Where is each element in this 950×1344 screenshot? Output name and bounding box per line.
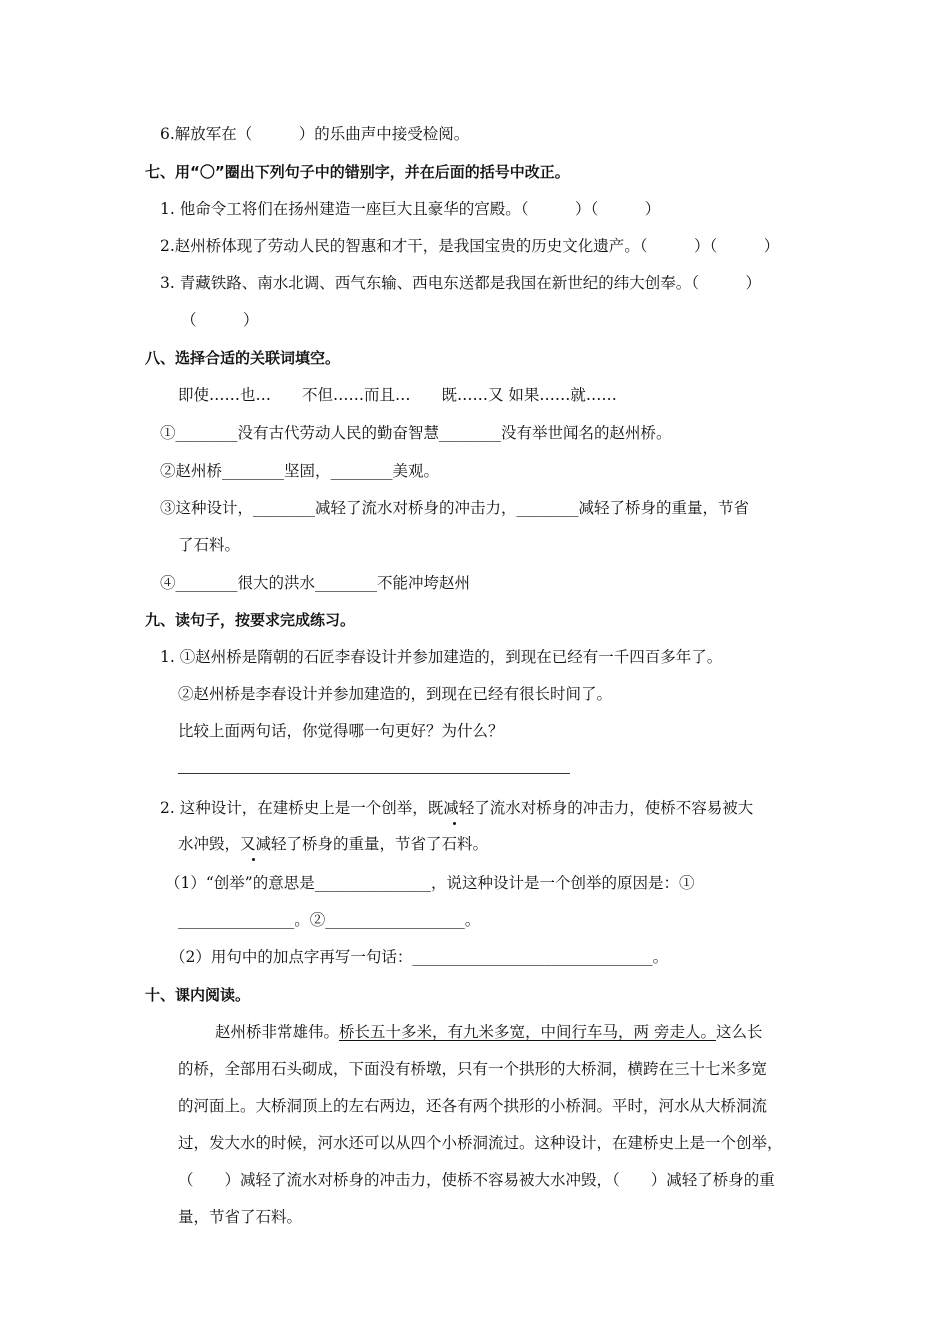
sec9-line-2: ②赵州桥是李春设计并参加建造的，到现在已经有很长时间了。 (178, 685, 613, 703)
section-8-title: 八、选择合适的关联词填空。 (145, 349, 341, 367)
passage-line-2: 的桥，全部用石头砌成，下面没有桥墩，只有一个拱形的大桥洞，横跨在三十七米多宽 (178, 1060, 768, 1078)
emphasis-dot (252, 858, 255, 861)
sec7-item-3-cont: （ ） (181, 311, 259, 329)
sec8-item-1: ①________没有古代劳动人民的勤奋智慧________没有举世闻名的赵州桥。 (160, 424, 672, 442)
sec8-item-2: ②赵州桥________坚固，________美观。 (160, 462, 440, 480)
section-7-title: 七、用“〇”圈出下列句子中的错别字，并在后面的括号中改正。 (145, 163, 570, 181)
passage-line-5: （ ）减轻了流水对桥身的冲击力，使桥不容易被大水冲毁，（ ）减轻了桥身的重 (178, 1171, 775, 1189)
sec9-line-7: _______________。②__________________。 (178, 911, 481, 929)
sec8-item-3-cont: 了石料。 (178, 536, 241, 554)
sec8-item-3: ③这种设计，________减轻了流水对桥身的冲击力，________减轻了桥身的重量，节省 (160, 499, 750, 517)
sec9-line-4: 2. 这种设计，在建桥史上是一个创举，既减轻了流水对桥身的冲击力，使桥不容易被大 (160, 799, 754, 817)
passage-line-3: 的河面上。大桥洞顶上的左右两边，还各有两个拱形的小桥洞。平时，河水从大桥洞流 (178, 1097, 768, 1115)
section-10-title: 十、课内阅读。 (145, 986, 251, 1004)
passage-end: 这么长 (715, 1023, 763, 1041)
sec7-item-3: 3. 青藏铁路、南水北调、西气东输、西电东送都是我国在新世纪的纬大创奉。（ ） (160, 274, 761, 292)
sec9-line-5: 水冲毁，又减轻了桥身的重量，节省了石料。 (178, 835, 489, 853)
emphasis-dot (453, 822, 456, 825)
sec8-item-4: ④________很大的洪水________不能冲垮赵州 (160, 574, 471, 592)
sec9-line-3: 比较上面两句话，你觉得哪一句更好？为什么？ (178, 722, 504, 740)
sec9-line-6: （1）“创举”的意思是_______________，说这种设计是一个创举的原因是：① (165, 874, 695, 892)
answer-line[interactable] (178, 773, 570, 774)
question-6: 6.解放军在（ ）的乐曲声中接受检阅。 (160, 125, 470, 143)
passage-underlined: 桥长五十多米，有九米多宽，中间行车马，两 旁走人。 (339, 1023, 716, 1041)
passage-first-line (215, 1021, 762, 1043)
passage-line-6: 量，节省了石料。 (178, 1208, 303, 1226)
passage-line-4: 过，发大水的时候，河水还可以从四个小桥洞流过。这种设计，在建桥史上是一个创举， (178, 1134, 783, 1152)
sec8-options: 即使……也… 不但……而且… 既……又 如果……就…… (178, 386, 617, 404)
section-9-title: 九、读句子，按要求完成练习。 (145, 611, 356, 629)
passage-start: 赵州桥非常雄伟。 (215, 1023, 340, 1041)
sec7-item-2: 2.赵州桥体现了劳动人民的智惠和才干，是我国宝贵的历史文化遗产。（ ）（ ） (160, 237, 780, 255)
sec7-item-1: 1. 他命令工将们在扬州建造一座巨大且豪华的宫殿。（ ）（ ） (160, 200, 661, 218)
sec9-line-1: 1. ①赵州桥是隋朝的石匠李春设计并参加建造的，到现在已经有一千四百多年了。 (160, 648, 723, 666)
sec9-line-8: （2）用句中的加点字再写一句话：_______________________________。 (170, 948, 669, 966)
